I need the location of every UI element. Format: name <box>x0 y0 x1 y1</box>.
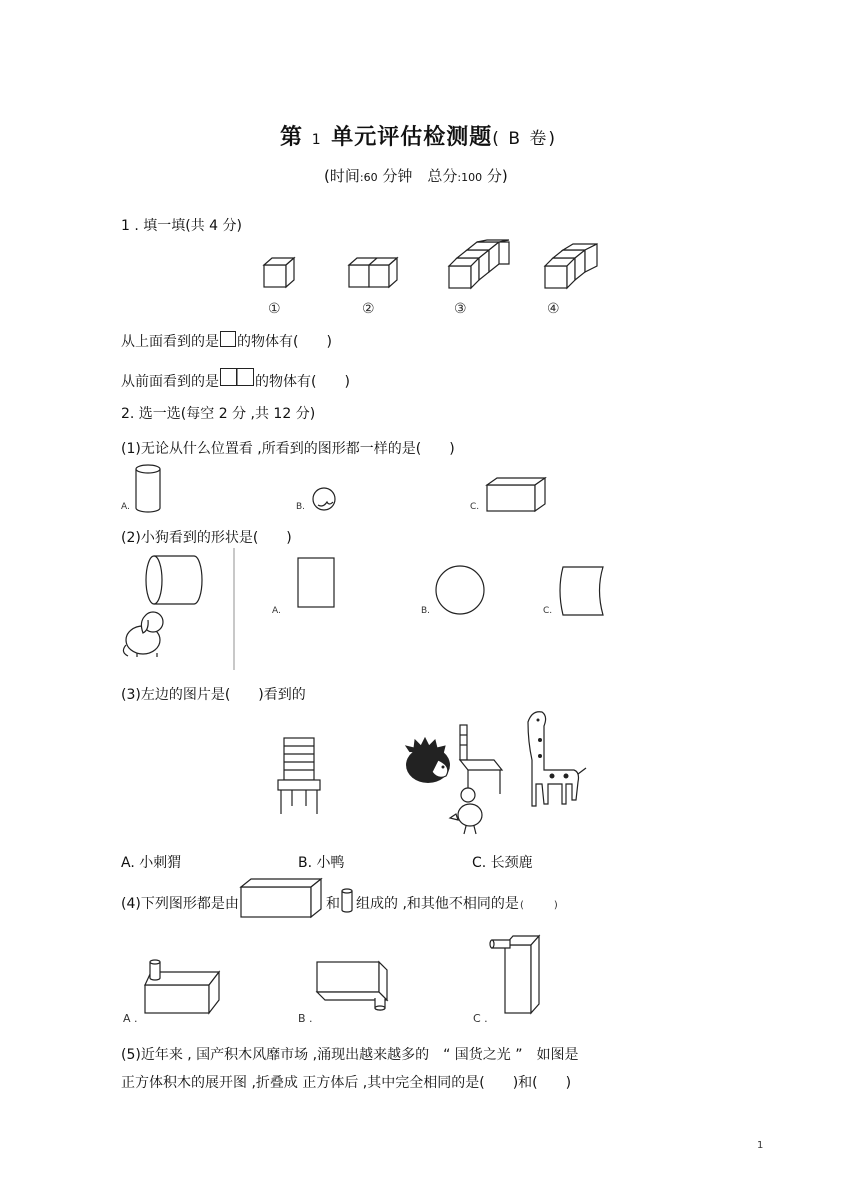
q2-sub4-text-post: 组成的 ,和其他不相同的是 <box>356 896 519 912</box>
q2-sub4-option-a: A . <box>123 1012 138 1025</box>
q2-sub1-option-b: B. <box>296 502 306 512</box>
option-c-figure <box>490 936 539 1013</box>
figure-label-4: ④ <box>547 301 560 317</box>
q2-sub2-option-b: B. <box>421 606 431 616</box>
q2-sub4-blank: ( ) <box>520 900 558 911</box>
inline-cuboid-icon <box>241 879 321 917</box>
figure-label-1: ① <box>268 301 281 317</box>
figure-label-2: ② <box>362 301 375 317</box>
title-pre: 第 <box>280 125 304 150</box>
q2-heading: 2. 选一选(每空 2 分 ,共 12 分) <box>121 406 316 422</box>
q2-sub3-option-a: A. 小刺猬 <box>121 855 182 871</box>
option-a-figure <box>145 960 219 1013</box>
title-number: 1 <box>311 132 323 148</box>
q2-sub4-text-pre: (4)下列图形都是由 <box>121 896 239 912</box>
q2-sub5-line2: 正方体积木的展开图 ,折叠成 正方体后 ,其中完全相同的是( )和( ) <box>121 1075 572 1091</box>
q1-heading: 1 . 填一填(共 4 分) <box>121 218 242 234</box>
q2-sub2-text: (2)小狗看到的形状是( ) <box>121 530 292 546</box>
q2-sub3-option-b: B. 小鸭 <box>298 855 345 871</box>
subtitle-score-value: :100 <box>457 171 483 184</box>
q2-sub1-option-c: C. <box>470 502 480 512</box>
q1-line1-pre: 从上面看到的是 <box>121 334 219 350</box>
subtitle-time-label: (时间 <box>324 167 360 185</box>
title-suffix: ( B 卷) <box>492 129 558 149</box>
q2-sub3-text: (3)左边的图片是( )看到的 <box>121 687 306 703</box>
page-number: 1 <box>757 1140 764 1151</box>
inline-cylinder-icon <box>342 889 352 912</box>
subtitle-score-label: 分钟 总分 <box>382 167 458 185</box>
q1-line2-post: 的物体有( ) <box>255 374 350 390</box>
q1-line2-pre: 从前面看到的是 <box>121 374 219 390</box>
q2-sub2-option-c: C. <box>543 606 553 616</box>
option-b-figure <box>317 962 387 1010</box>
subtitle-end: 分) <box>486 167 508 185</box>
q2-sub4-option-c: C . <box>473 1012 488 1025</box>
q2-sub5-line1: (5)近年来 , 国产积木风靡市场 ,涌现出越来越多的 “ 国货之光 ” 如图是 <box>121 1047 579 1063</box>
q2-sub4-option-b: B . <box>298 1012 313 1025</box>
q1-line1-post: 的物体有( ) <box>237 334 332 350</box>
subtitle-time-value: :60 <box>359 171 378 184</box>
q2-sub1-text: (1)无论从什么位置看 ,所看到的图形都一样的是( ) <box>121 441 455 457</box>
q2-sub1-option-a: A. <box>121 502 130 512</box>
q2-sub2-option-a: A. <box>272 606 281 616</box>
title-main: 单元评估检测题 <box>331 125 493 150</box>
q2-sub3-option-c: C. 长颈鹿 <box>472 855 533 871</box>
figure-label-3: ③ <box>454 301 467 317</box>
q2-sub4-text-mid: 和 <box>326 896 340 912</box>
